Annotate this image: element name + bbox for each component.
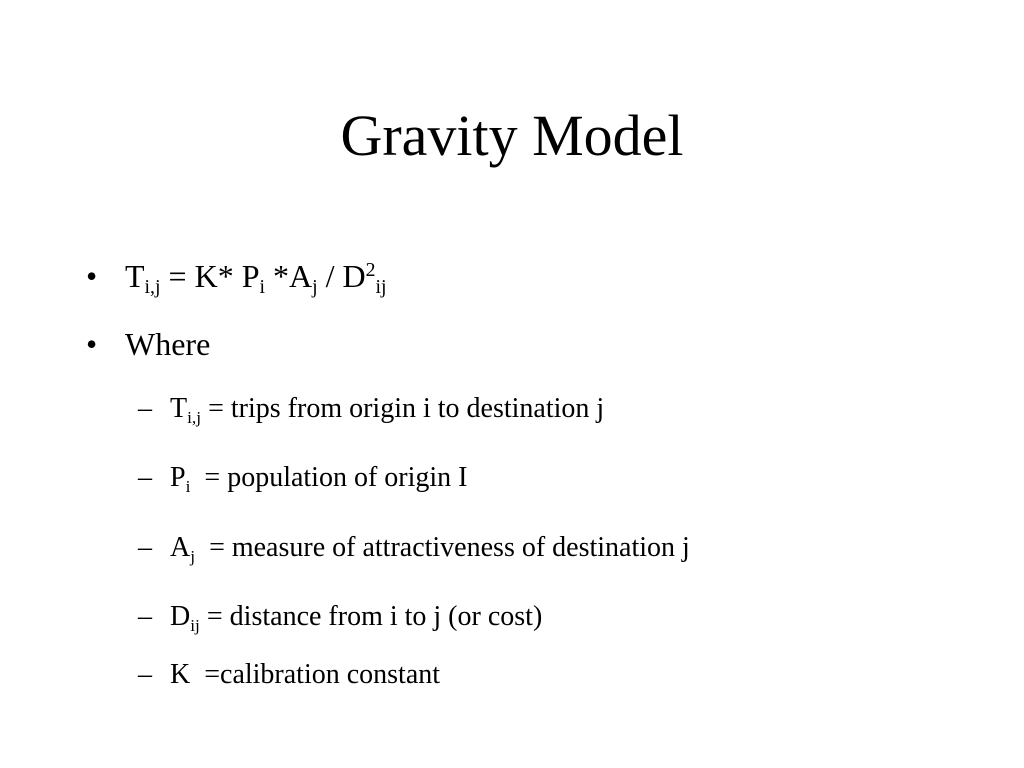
subbullet-marker: – bbox=[138, 532, 152, 563]
subscript: ij bbox=[190, 615, 200, 635]
text-run: = measure of attractiveness of destination j bbox=[195, 532, 690, 563]
text-run: = population of origin I bbox=[190, 462, 468, 493]
subbullet-marker: – bbox=[138, 659, 152, 690]
subscript: j bbox=[190, 546, 196, 566]
text-run: Where bbox=[125, 326, 211, 362]
subbullet-trips bbox=[170, 392, 604, 426]
subscript: j bbox=[312, 276, 318, 299]
text-run: / D bbox=[317, 258, 366, 294]
text-run: *A bbox=[265, 258, 313, 294]
bullet-marker: • bbox=[86, 258, 98, 294]
text-run: T bbox=[170, 393, 188, 424]
subbullet-attractiveness bbox=[170, 531, 690, 565]
subscript: i bbox=[259, 276, 265, 299]
text-run: K =calibration constant bbox=[170, 659, 441, 690]
bullet-where bbox=[125, 324, 210, 364]
subscript: i bbox=[185, 476, 191, 496]
bullet-formula bbox=[125, 256, 387, 299]
text-run: = distance from i to j (or cost) bbox=[199, 601, 543, 632]
subbullet-marker: – bbox=[138, 601, 152, 632]
text-run: P bbox=[170, 462, 186, 493]
text-run: = trips from origin i to destination j bbox=[201, 393, 605, 424]
subbullet-constant bbox=[170, 658, 440, 692]
subbullet-distance bbox=[170, 600, 542, 634]
text-run: D bbox=[170, 601, 191, 632]
bullet-marker: • bbox=[86, 326, 98, 362]
text-run: T bbox=[125, 258, 145, 294]
subbullet-population bbox=[170, 461, 468, 495]
subbullet-marker: – bbox=[138, 462, 152, 493]
subbullet-marker: – bbox=[138, 393, 152, 424]
text-run: = K* P bbox=[160, 258, 260, 294]
text-run: A bbox=[170, 532, 191, 563]
subscript: i,j bbox=[187, 407, 202, 427]
slide-title: Gravity Model bbox=[340, 103, 684, 168]
subscript: i,j bbox=[144, 276, 161, 299]
superscript: 2 bbox=[365, 259, 376, 282]
subscript: ij bbox=[375, 276, 387, 299]
